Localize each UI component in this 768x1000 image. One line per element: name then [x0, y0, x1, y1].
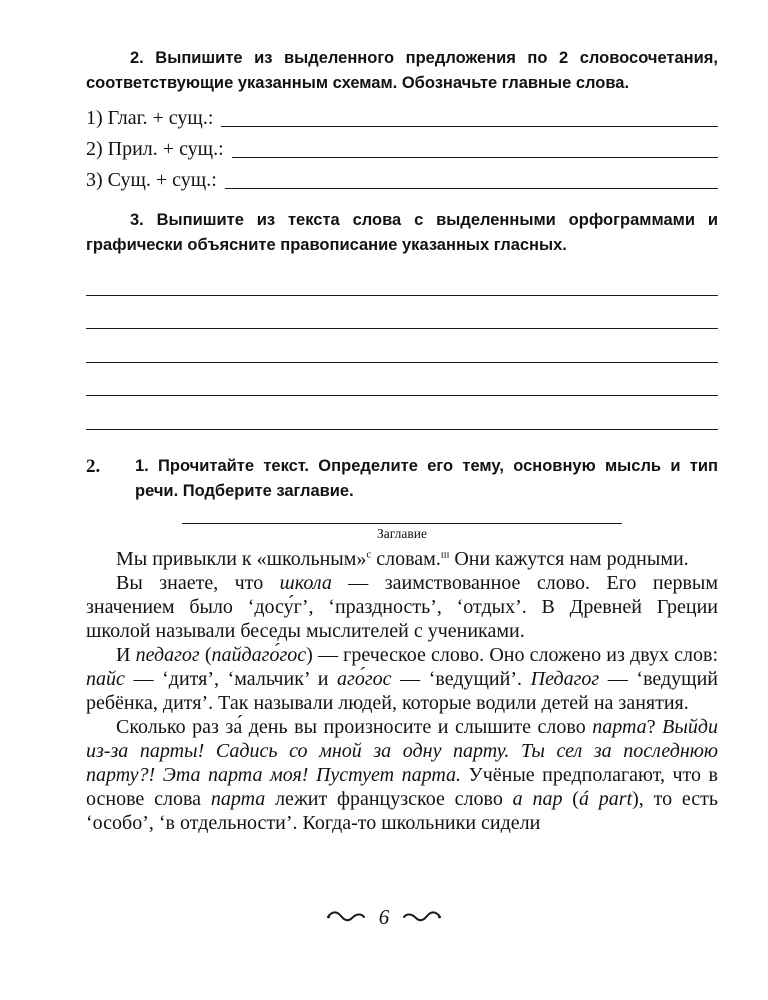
writing-line	[86, 363, 718, 397]
footer-ornament-left	[326, 910, 366, 924]
page-number: 6	[378, 905, 390, 929]
writing-line	[86, 329, 718, 363]
text-body	[86, 547, 718, 835]
footer-ornament-right	[402, 910, 442, 924]
exercise-number: 2.	[86, 455, 101, 477]
writing-line	[86, 296, 718, 330]
answer-line	[232, 157, 718, 158]
title-caption: Заглавие	[377, 525, 427, 541]
paragraph: И педагог (пайдаго́гос) — греческое слово. Оно сложено из двух слов: пайс — ‘дитя’, ‘мальчик’ и аго́гос — ‘ведущий’. Педагог — ‘ведущий ребёнка, дитя’. Так называли людей, которые водили детей на занятия.	[86, 643, 718, 714]
task2-instruction: 2. Выпишите из выделенного предложения по 2 словосочетания, соответствующие указанным схемам. Обозначьте главные слова.	[86, 49, 718, 92]
fill-in-row	[86, 133, 718, 164]
paragraph: Вы знаете, что школа — заимствованное слово. Его первым значением было ‘досу́г’, ‘праздность’, ‘отдых’. В Древней Греции школой называли беседы мыслителей с учениками.	[86, 571, 718, 642]
task2-scheme-list	[86, 102, 718, 195]
title-block	[86, 523, 718, 542]
scheme-label: 2) Прил. + сущ.:	[86, 138, 224, 160]
exercise-instruction: 1. Прочитайте текст. Определите его тему, основную мысль и тип речи. Подберите заглавие.	[135, 456, 718, 500]
title-line	[182, 523, 622, 524]
paragraph: Сколько раз за́ день вы произносите и слышите слово парта? Выйди из-за парты! Садись со мной за одну парту. Ты сел за последнюю парту?! Эта парта моя! Пустует парта. Учёные предполагают, что в основе слова парта лежит французское слово а пар (á part), то есть ‘особо’, ‘в отдельности’. Когда-то школьники сидели	[86, 715, 719, 834]
fill-in-row	[86, 164, 718, 195]
exercise-header	[86, 454, 718, 504]
scheme-label: 1) Глаг. + сущ.:	[86, 107, 214, 129]
task3-instruction: 3. Выпишите из текста слова с выделенными орфограммами и графически объясните правописание указанных гласных.	[86, 211, 718, 254]
writing-lines	[86, 262, 718, 430]
answer-line	[221, 126, 718, 127]
paragraph: Мы привыкли к «школьным»$^с$ словам.$^ш$ Они кажутся нам родными.	[116, 547, 689, 570]
writing-line	[86, 262, 718, 296]
page-footer	[0, 906, 768, 928]
answer-line	[225, 188, 718, 189]
writing-line	[86, 396, 718, 430]
scheme-label: 3) Сущ. + сущ.:	[86, 169, 217, 191]
fill-in-row	[86, 102, 718, 133]
